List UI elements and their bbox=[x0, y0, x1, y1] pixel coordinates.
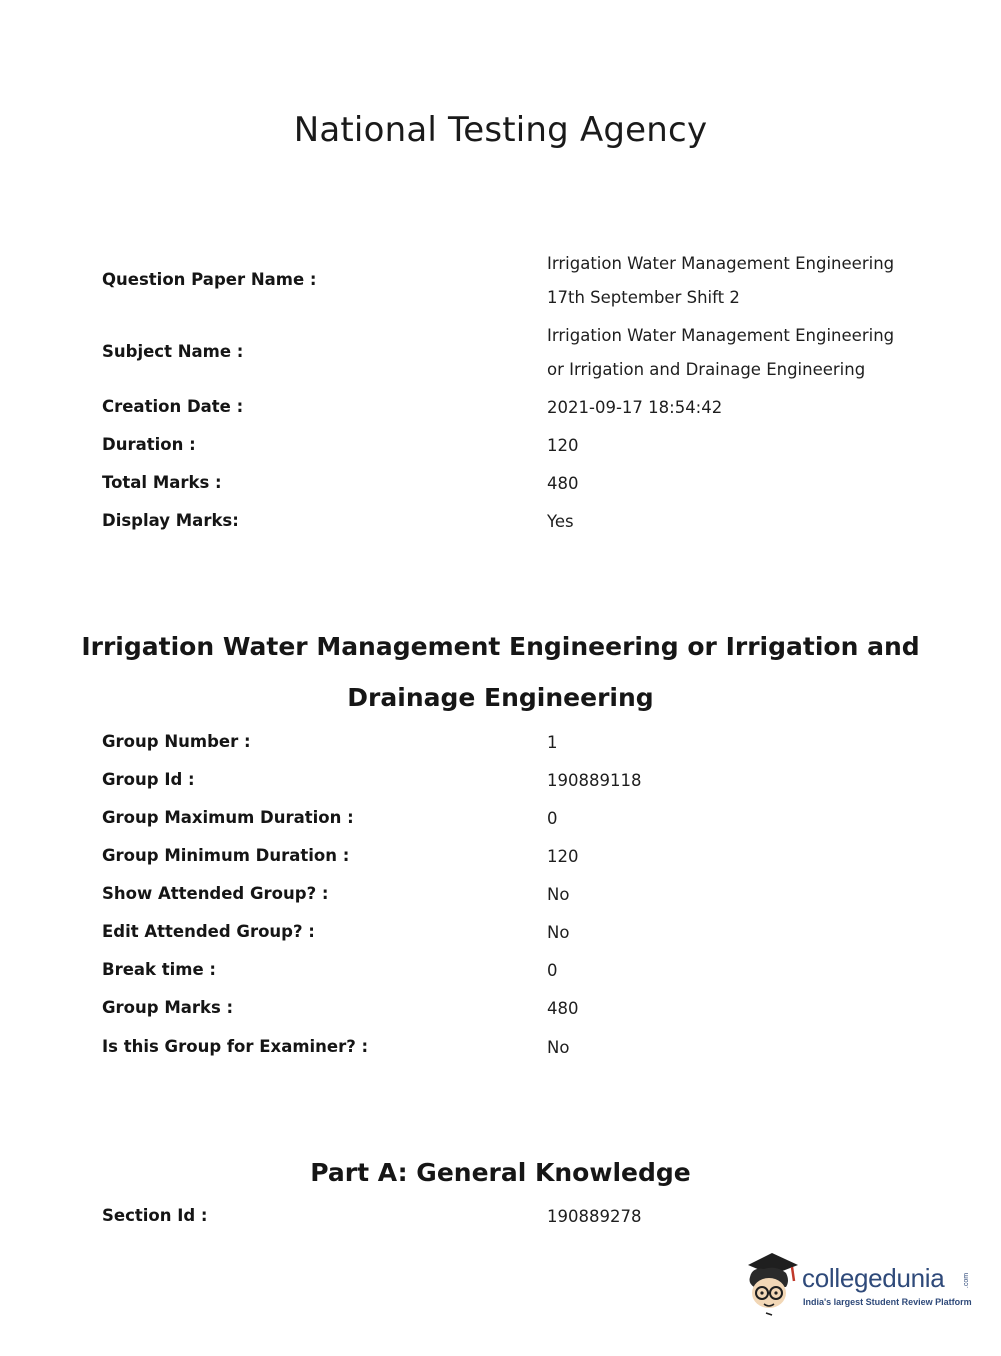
logo-suffix: .com bbox=[963, 1272, 971, 1289]
info-value-line: Irrigation Water Management Engineering bbox=[547, 326, 895, 345]
group-value: 0 bbox=[547, 809, 558, 828]
info-value-line: Yes bbox=[547, 512, 574, 531]
info-label: Subject Name : bbox=[102, 342, 244, 361]
group-label: Group Maximum Duration : bbox=[102, 808, 354, 827]
part-label: Section Id : bbox=[102, 1206, 208, 1225]
info-label: Display Marks: bbox=[102, 511, 239, 530]
info-label: Total Marks : bbox=[102, 473, 222, 492]
info-value-line: Irrigation Water Management Engineering bbox=[547, 254, 895, 273]
part-value: 190889278 bbox=[547, 1207, 642, 1226]
group-label: Group Id : bbox=[102, 770, 195, 789]
info-value-line: 2021-09-17 18:54:42 bbox=[547, 398, 723, 417]
group-value: No bbox=[547, 1038, 570, 1057]
part-section-title: Part A: General Knowledge bbox=[310, 1158, 691, 1187]
group-value: No bbox=[547, 885, 570, 904]
info-label: Question Paper Name : bbox=[102, 270, 317, 289]
agency-title: National Testing Agency bbox=[293, 110, 708, 150]
group-value: 480 bbox=[547, 999, 579, 1018]
group-label: Show Attended Group? : bbox=[102, 884, 329, 903]
group-value: No bbox=[547, 923, 570, 942]
info-value-line: or Irrigation and Drainage Engineering bbox=[547, 360, 866, 379]
logo-tagline: India's largest Student Review Platform bbox=[803, 1297, 972, 1307]
group-label: Group Marks : bbox=[102, 998, 234, 1017]
group-section-title-line2: Drainage Engineering bbox=[347, 683, 654, 712]
group-value: 190889118 bbox=[547, 771, 642, 790]
group-label: Edit Attended Group? : bbox=[102, 922, 315, 941]
info-value-line: 480 bbox=[547, 474, 579, 493]
info-label: Creation Date : bbox=[102, 397, 244, 416]
group-label: Break time : bbox=[102, 960, 217, 979]
group-value: 120 bbox=[547, 847, 579, 866]
group-section-title-line1: Irrigation Water Management Engineering or Irrigation and bbox=[81, 632, 920, 661]
info-label: Duration : bbox=[102, 435, 196, 454]
collegedunia-logo bbox=[742, 1247, 972, 1317]
info-value-line: 120 bbox=[547, 436, 579, 455]
info-value-line: 17th September Shift 2 bbox=[547, 288, 740, 307]
group-label: Is this Group for Examiner? : bbox=[102, 1037, 369, 1056]
group-label: Group Number : bbox=[102, 732, 251, 751]
group-label: Group Minimum Duration : bbox=[102, 846, 350, 865]
group-value: 1 bbox=[547, 733, 558, 752]
student-mascot-icon bbox=[742, 1247, 804, 1317]
group-value: 0 bbox=[547, 961, 558, 980]
logo-wordmark: collegedunia bbox=[802, 1263, 945, 1293]
